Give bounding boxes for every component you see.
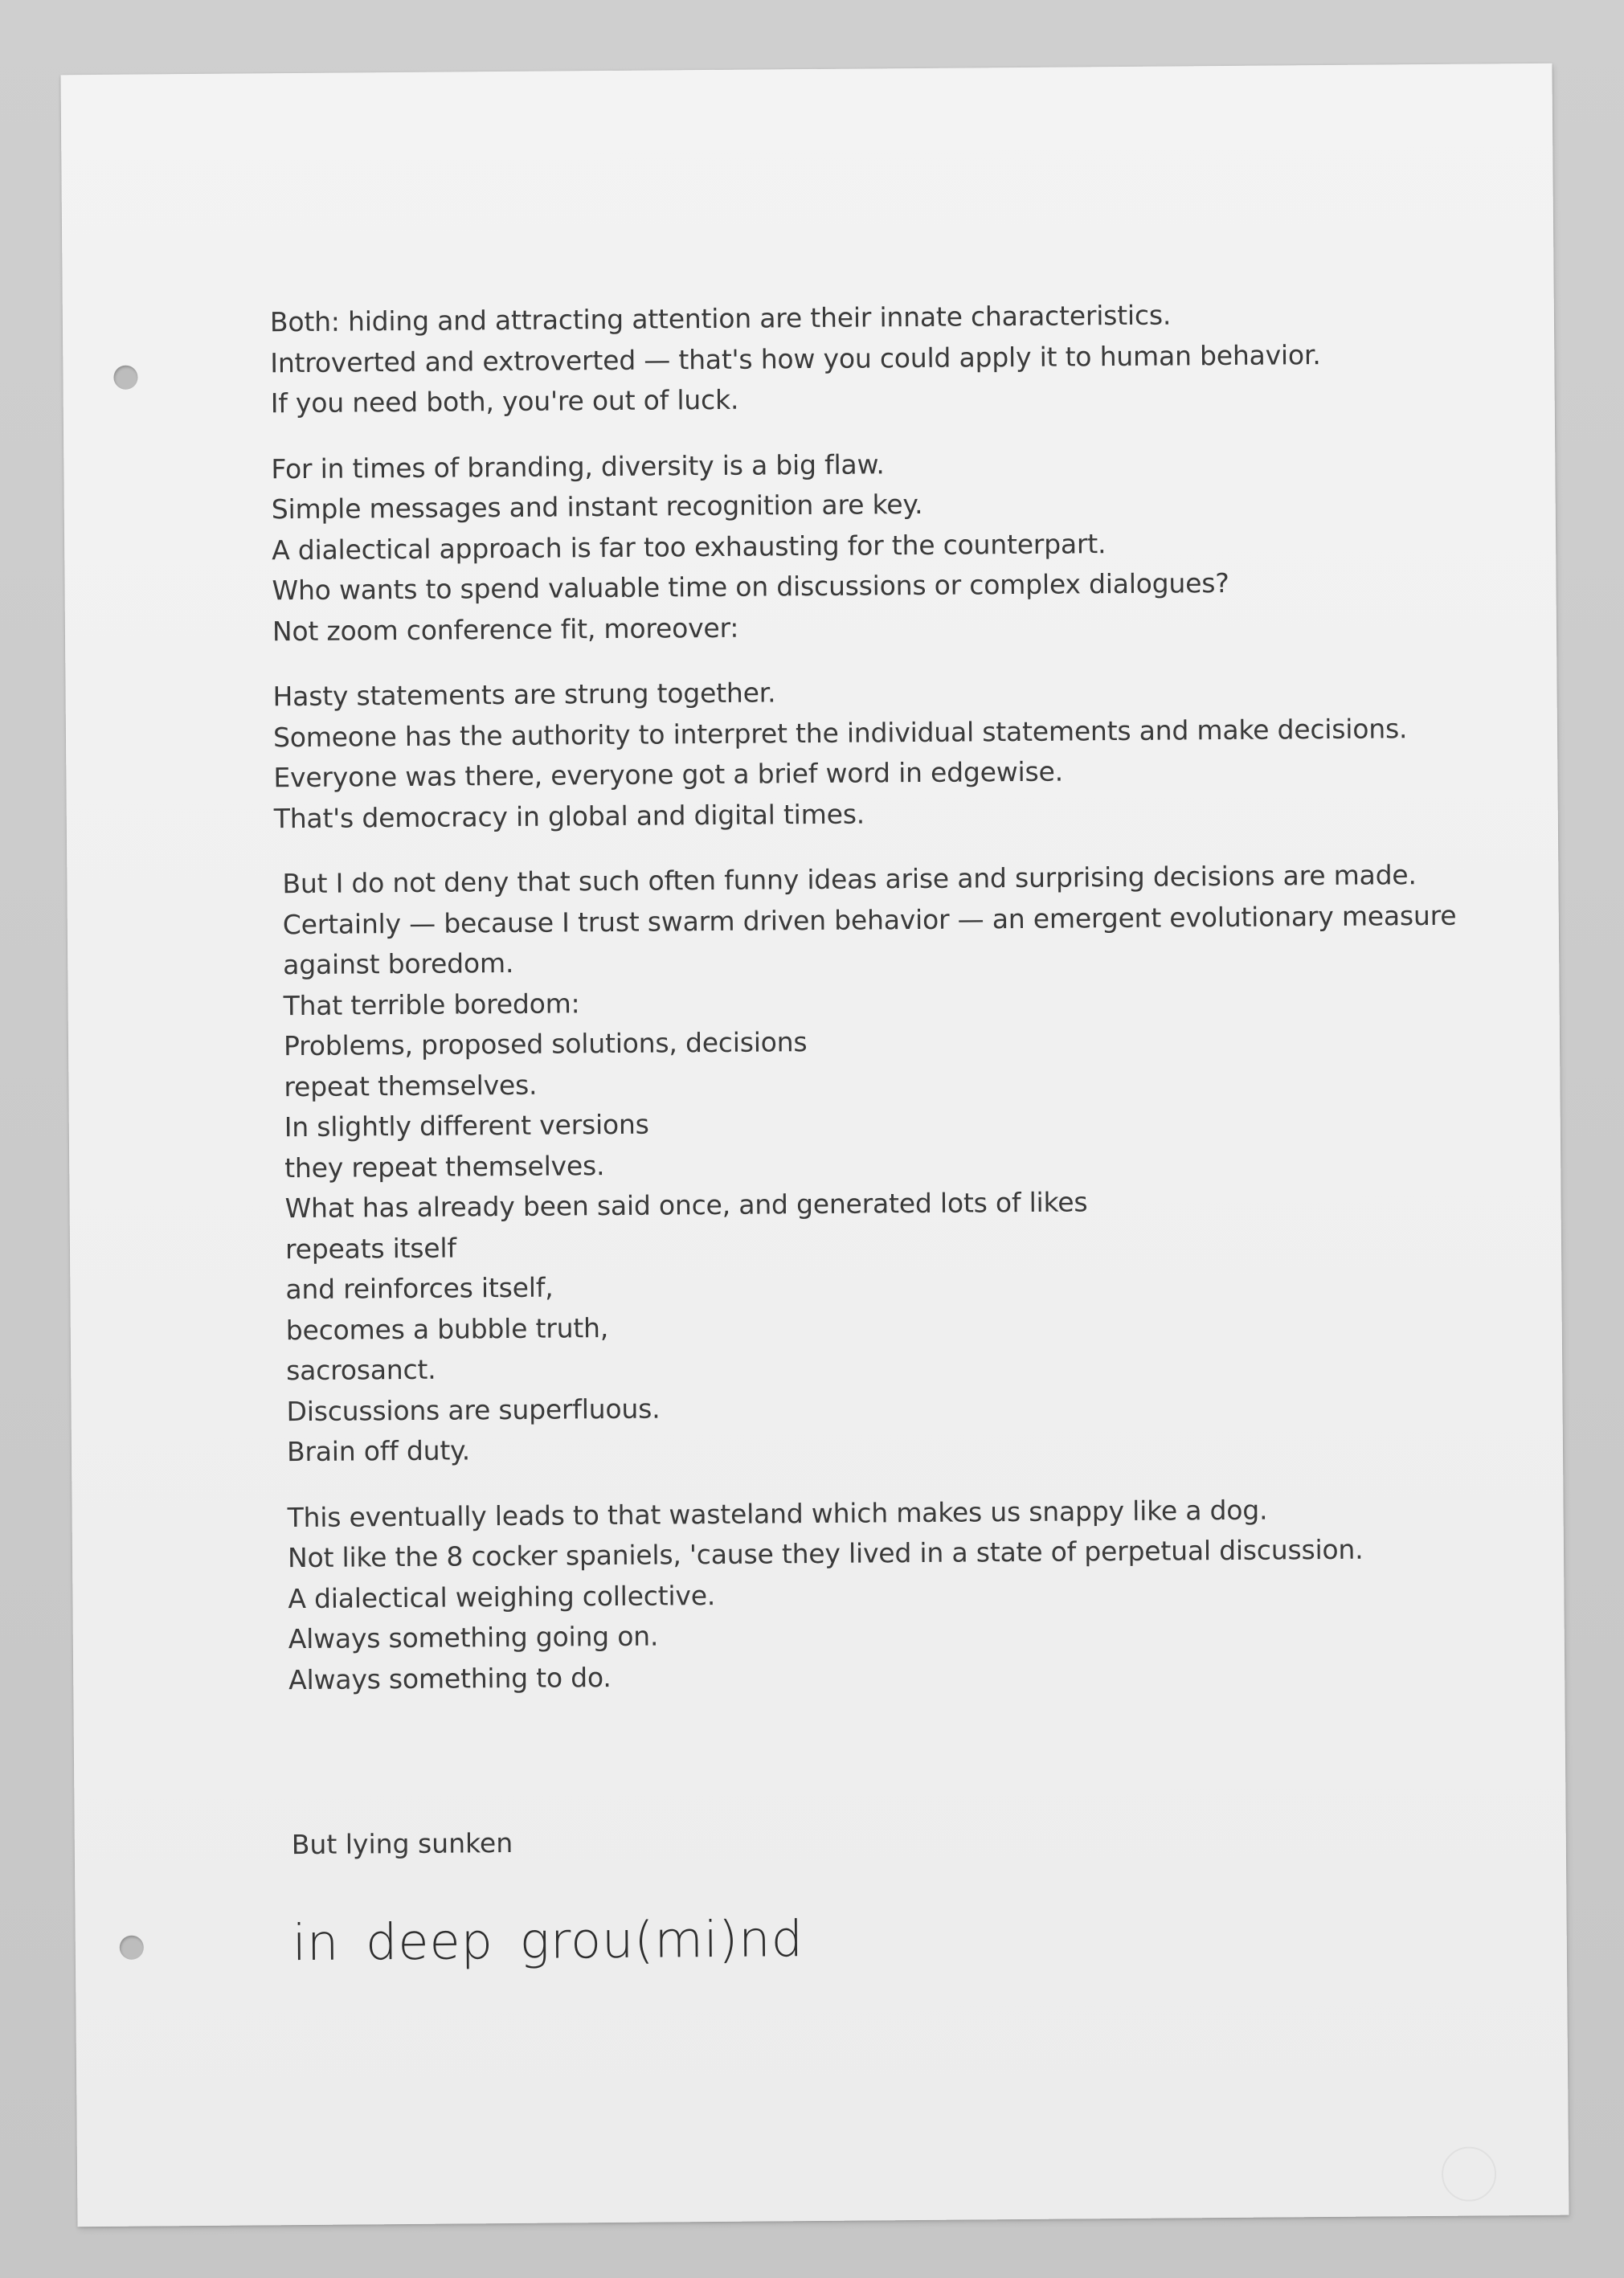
poem-line: Everyone was there, everyone got a brief word in edgewise.	[273, 755, 1064, 794]
poem-line: Someone has the authority to interpret the individual statements and make decisions.	[272, 712, 1408, 753]
poem-line: repeats itself	[284, 1232, 456, 1265]
poem-line: Both: hiding and attracting attention are their innate characteristics.	[269, 299, 1172, 338]
poem-line: A dialectical weighing collective.	[288, 1579, 716, 1614]
poem-line: That's democracy in global and digital times.	[273, 798, 865, 834]
punch-hole-top	[113, 366, 137, 390]
poem-line: Not like the 8 cocker spaniels, 'cause they lived in a state of perpetual discussion.	[287, 1533, 1364, 1574]
embossed-mark	[1442, 2146, 1497, 2202]
poem-line: That terrible boredom:	[283, 987, 580, 1021]
poem-line: they repeat themselves.	[284, 1149, 605, 1184]
poem-line: Simple messages and instant recognition are key.	[271, 488, 923, 526]
poem-line: Discussions are superfluous.	[286, 1393, 661, 1427]
poem-line: and reinforces itself,	[285, 1271, 554, 1306]
poem-line: If you need both, you're out of luck.	[270, 383, 739, 419]
poem-line: Certainly — because I trust swarm driven behavior — an emergent evolutionary measure against boredom.	[282, 899, 1457, 981]
stanza-3	[272, 667, 1495, 839]
poem-line: Problems, proposed solutions, decisions	[283, 1026, 808, 1062]
poem-line: In slightly different versions	[284, 1108, 649, 1143]
stanza-4	[282, 854, 1500, 1472]
poem-line: This eventually leads to that wasteland which makes us snappy like a dog.	[287, 1494, 1268, 1533]
poem-line: But I do not deny that such often funny ideas arise and surprising decisions are made.	[282, 859, 1417, 900]
paper-sheet	[61, 63, 1569, 2227]
poem-line: repeat themselves.	[284, 1069, 538, 1102]
poem-line: Brain off duty.	[286, 1434, 471, 1468]
poem-line: What has already been said once, and generated lots of likes	[284, 1186, 1088, 1225]
stanza-5	[287, 1488, 1502, 1700]
poem-line: A dialectical approach is far too exhausting for the counterpart.	[272, 527, 1107, 566]
poem-line: Always something going on.	[288, 1620, 659, 1655]
poem-line: Always something to do.	[288, 1661, 612, 1695]
punch-hole-bottom	[120, 1936, 144, 1960]
poem-line: Not zoom conference fit, moreover:	[272, 611, 739, 647]
poem-line: Introverted and extroverted — that's how you could apply it to human behavior.	[270, 338, 1321, 378]
poem-line: sacrosanct.	[286, 1353, 436, 1387]
stanza-1	[270, 292, 1492, 423]
final-line: in deep grou(mi)nd	[292, 1909, 804, 1973]
poem-line: becomes a bubble truth,	[285, 1311, 609, 1346]
poem-body	[270, 292, 1503, 1725]
poem-line: Who wants to spend valuable time on discussions or complex dialogues?	[272, 566, 1229, 607]
closing-line: But lying sunken	[291, 1826, 513, 1861]
poem-line: For in times of branding, diversity is a big flaw.	[271, 448, 885, 485]
poem-line: Hasty statements are strung together.	[272, 677, 776, 713]
stanza-2	[271, 440, 1494, 652]
